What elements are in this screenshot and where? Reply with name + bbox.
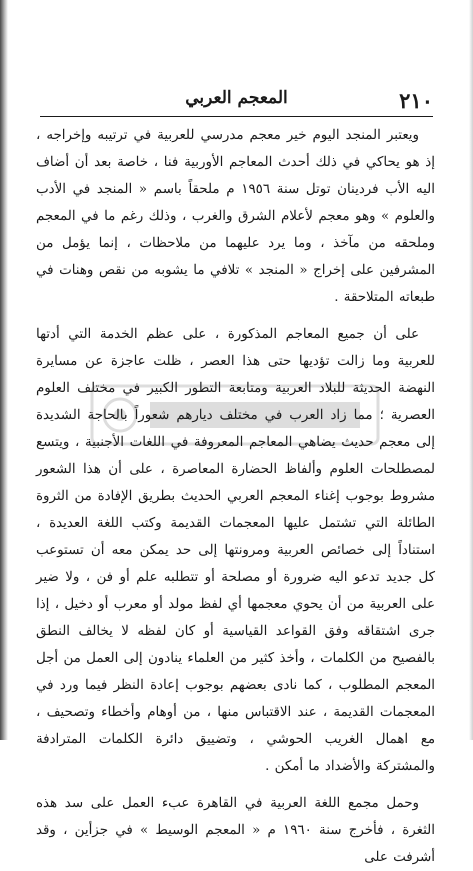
running-title: المعجم العربي bbox=[185, 88, 288, 108]
scan-shadow-left bbox=[0, 0, 8, 740]
body-text bbox=[36, 122, 435, 871]
paragraph-1: ويعتبر المنجد اليوم خير معجم مدرسي للعربية في ترتيبه وإخراجه ، إذ هو يحاكي في ذلك أحدث المعاجم الأوربية فنا ، خاصة بعد أن أضاف اليه الأب فردينان توتل سنة ١٩٥٦ م ملحقاً باسم « المنجد في الأدب والعلوم » وهو معجم لأعلام الشرق والغرب ، وذلك رغم ما في المعجم وملحقه من مآخذ ، وما يرد عليهما من ملاحظات ، إنما يؤمل من المشرفين على إخراج « المنجد » تلافي ما يشوبه من نقص وهنات في طبعاته المتلاحقة . bbox=[36, 128, 435, 305]
header-rule bbox=[40, 116, 433, 117]
paragraph-3: وحمل مجمع اللغة العربية في القاهرة عبء العمل على سد هذه الثغرة ، فأخرج سنة ١٩٦٠ م « المعجم الوسيط » في جزأين ، وقد أشرفت على bbox=[36, 796, 435, 865]
paragraph-2: على أن جميع المعاجم المذكورة ، على عظم الخدمة التي أدتها للعربية وما زالت تؤديها حتى هذا العصر ، ظلت عاجزة عن مسايرة النهضة الحديثة للبلاد العربية ومتابعة التطور الكبير في مختلف العلوم العصرية ؛ مما زاد العرب في مختلف ديارهم شعوراً بالحاجة الشديدة إلى معجم حديث يضاهي المعاجم المعروفة في اللغات الأجنبية ، ويتسع لمصطلحات العلوم وألفاظ الحضارة المعاصرة ، على أن هذا الشعور مشروط بوجوب إغناء المعجم العربي الحديث بطريق الإفادة من الثروة الطائلة التي تشتمل عليها المعجمات القديمة وكتب اللغة العديدة ، استناداً إلى خصائص العربية ومرونتها إلى حد يمكن معه أن تستوعب كل جديد تدعو اليه ضرورة أو مصلحة أو تتطلبه علم أو فن ، ولا ضير على العربية من أن يحوي معجمها أي لفظ مولد أو معرب أو دخيل ، إذا جرى اشتقاقه وفق القواعد القياسية أو كان لفظه لا يخالف النطق بالفصيح من الكلمات ، وأخذ كثير من العلماء ينادون إلى العمل من أجل المعجم المطلوب ، كما نادى بعضهم بوجوب إعادة النظر فيما ورد في المعجمات القديمة ، عند الاقتباس منها ، من أوهام وأخطاء وتصحيف ، مع اهمال الغريب الحوشي ، وتضييق دائرة الكلمات المترادفة والمشتركة والأضداد ما أمكن . bbox=[36, 327, 435, 774]
page-header bbox=[40, 86, 433, 112]
scan-shadow-right bbox=[469, 0, 473, 740]
page-number: ٢١٠ bbox=[399, 88, 433, 113]
